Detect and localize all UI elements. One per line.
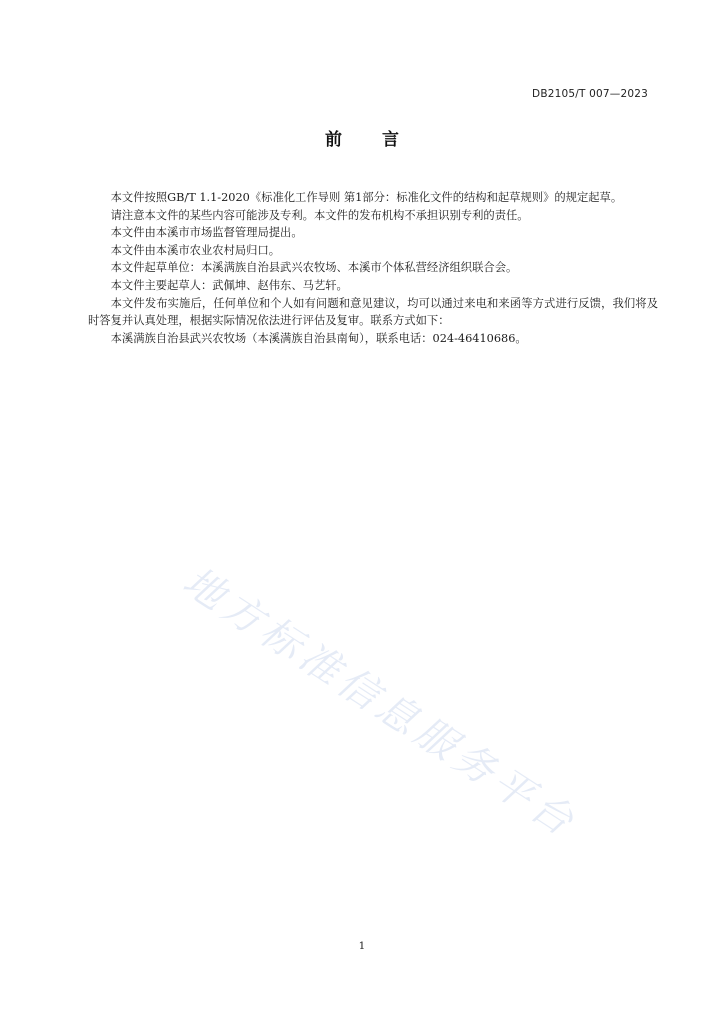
page-title: 前言 <box>325 130 439 150</box>
paragraph-contact: 本溪满族自治县武兴农牧场（本溪满族自治县南甸），联系电话：024-46410686。 <box>110 331 527 345</box>
document-code: DB2105/T 007—2023 <box>532 88 648 100</box>
paragraph-drafting-units: 本文件起草单位：本溪满族自治县武兴农牧场、本溪市个体私营经济组织联合会。 <box>110 261 518 275</box>
paragraph-patent-notice: 请注意本文件的某些内容可能涉及专利。本文件的发布机构不承担识别专利的责任。 <box>110 208 529 222</box>
page-number: 1 <box>358 940 366 952</box>
paragraph-administrator: 本文件由本溪市农业农村局归口。 <box>110 243 281 257</box>
paragraph-drafting-rules: 本文件按照GB/T 1.1-2020《标准化工作导则 第1部分：标准化文件的结构和起草规则》的规定起草。 <box>110 191 623 204</box>
watermark-text: 地方标准信息服务平台 <box>174 558 586 848</box>
paragraph-feedback: 本文件发布实施后，任何单位和个人如有问题和意见建议，均可以通过来电和来函等方式进行反馈，我们将及时答复并认真处理，根据实际情况依法进行评估及复审。联系方式如下： <box>88 296 658 328</box>
foreword-body <box>88 189 658 347</box>
paragraph-proposer: 本文件由本溪市市场监督管理局提出。 <box>110 226 303 240</box>
paragraph-main-drafters: 本文件主要起草人：武佩坤、赵伟东、马艺轩。 <box>110 278 348 292</box>
